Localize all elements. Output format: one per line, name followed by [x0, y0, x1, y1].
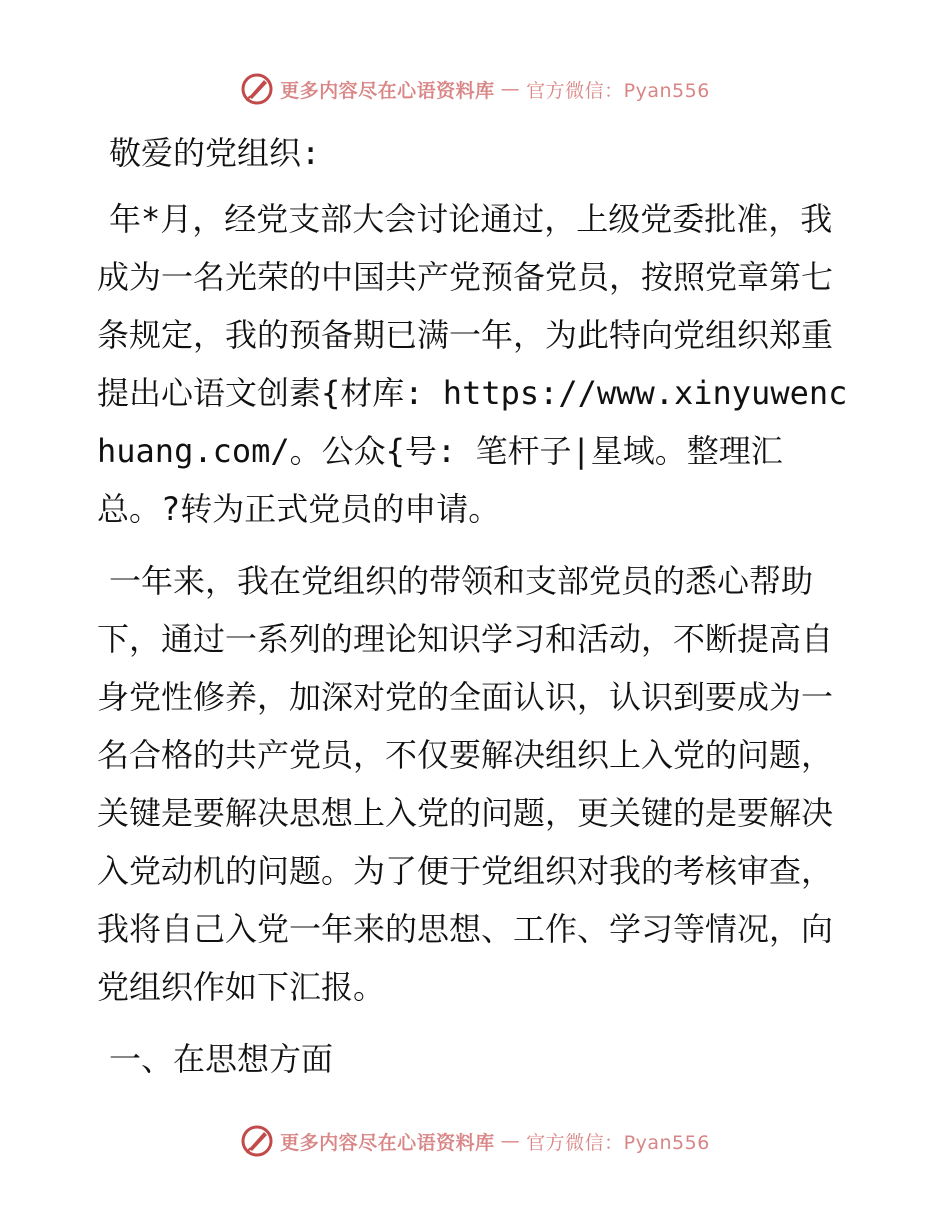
salutation: 敬爱的党组织:	[109, 134, 321, 172]
footer-watermark	[0, 1124, 950, 1158]
watermark-separator: —	[500, 1130, 521, 1152]
paragraph-2-text: 一年来，我在党组织的带领和支部党员的悉心帮助下，通过一系列的理论知识学习和活动，不断提高自身党性修养，加深对党的全面认识，认识到要成为一名合格的共产党员，不仅要解决组织上入党的问题，关键是要解决思想上入党的问题，更关键的是要解决入党动机的问题。为了便于党组织对我的考核审查，我将自己入党一年来的思想、工作、学习等情况，向党组织作如下汇报。	[97, 562, 834, 1006]
quill-circle-logo-icon	[240, 72, 274, 106]
watermark-contact: 官方微信：Pyan556	[526, 79, 710, 102]
paragraph-1-text: 年*月，经党支部大会讨论通过，上级党委批准，我成为一名光荣的中国共产党预备党员，按照党章第七条规定，我的预备期已满一年，为此特向党组织郑重提出心语文创素{材库: https://www.xinyuwenchuang.com/。公众{号: 笔杆子|星域。整理汇总。?转为正式党员的申请。	[97, 200, 848, 528]
paragraph-2	[97, 552, 857, 1016]
document-body	[97, 124, 857, 1088]
watermark-text: 更多内容尽在心语资料库	[280, 79, 495, 102]
quill-circle-logo-icon	[240, 1124, 274, 1158]
header-watermark	[0, 72, 950, 106]
section-heading: 一、在思想方面	[109, 1040, 334, 1078]
watermark-contact: 官方微信：Pyan556	[526, 1131, 710, 1154]
watermark-separator: —	[500, 78, 521, 100]
watermark-text: 更多内容尽在心语资料库	[280, 1131, 495, 1154]
paragraph-1	[97, 190, 857, 538]
